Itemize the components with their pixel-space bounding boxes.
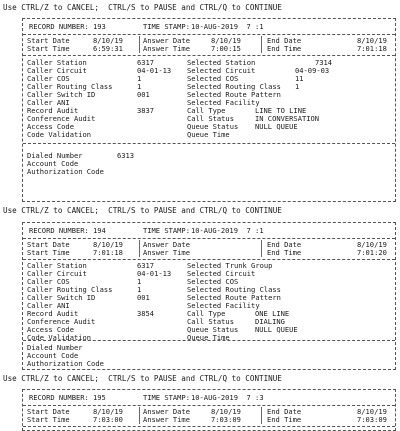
time-stamp-label: TIME STAMP: <box>143 393 190 402</box>
field-value: 6317 <box>137 261 155 270</box>
time-stamp-value: 10-AUG-2019 7 :3 <box>191 393 264 402</box>
end-time-label: End Time <box>267 44 302 53</box>
end-date-value: 8/10/19 <box>357 407 387 416</box>
continue-prompt: Use CTRL/Z to CANCEL; CTRL/S to PAUSE and CTRL/Q to CONTINUE <box>3 3 282 12</box>
field-label: Caller Switch ID <box>27 293 96 302</box>
record-times <box>23 239 395 260</box>
field-label: Selected Routing Class <box>187 82 281 91</box>
time-stamp-label: TIME STAMP: <box>143 22 190 31</box>
field-label: Selected Circuit <box>187 269 256 278</box>
column-divider <box>139 36 140 53</box>
dialed-number-label: Dialed Number <box>27 151 83 160</box>
field-value: 7314 <box>315 58 333 67</box>
continue-prompt: Use CTRL/Z to CANCEL; CTRL/S to PAUSE and CTRL/Q to CONTINUE <box>3 206 282 215</box>
field-label: Conference Audit <box>27 317 96 326</box>
field-label: Caller ANI <box>27 98 70 107</box>
start-time-value: 6:59:31 <box>93 44 123 53</box>
field-value: 11 <box>295 74 304 83</box>
field-label: Queue Time <box>187 333 230 342</box>
authorization-code-label: Authorization Code <box>27 359 104 368</box>
end-time-value: 7:01:18 <box>357 44 387 53</box>
field-label: Call Type <box>187 106 226 115</box>
record-times <box>23 35 395 56</box>
end-date-value: 8/10/19 <box>357 36 387 45</box>
authorization-code-label: Authorization Code <box>27 167 104 176</box>
end-date-label: End Date <box>267 407 302 416</box>
record-header <box>23 223 395 239</box>
record-times <box>23 406 395 427</box>
record-details <box>23 56 395 144</box>
answer-time-label: Answer Time <box>143 44 190 53</box>
time-stamp-value: 10-AUG-2019 7 :1 <box>191 22 264 31</box>
field-label: Caller Routing Class <box>27 285 113 294</box>
start-date-label: Start Date <box>27 240 70 249</box>
answer-time-label: Answer Time <box>143 248 190 257</box>
field-label: Conference Audit <box>27 114 96 123</box>
field-label: Queue Time <box>187 130 230 139</box>
end-time-value: 7:03:09 <box>357 415 387 424</box>
end-date-label: End Date <box>267 36 302 45</box>
field-label: Selected COS <box>187 74 239 83</box>
field-label: Call Status <box>187 114 234 123</box>
start-time-label: Start Time <box>27 44 70 53</box>
dialed-number-value: 6313 <box>117 151 135 160</box>
start-date-value: 8/10/19 <box>93 240 123 249</box>
field-value: ONE LINE <box>255 309 290 318</box>
field-value: IN CONVERSATION <box>255 114 320 123</box>
column-divider <box>139 240 140 257</box>
dialed-number-label: Dialed Number <box>27 343 83 352</box>
field-value: 3854 <box>137 309 155 318</box>
record-header <box>23 19 395 35</box>
start-date-label: Start Date <box>27 407 70 416</box>
field-label: Caller Routing Class <box>27 82 113 91</box>
field-label: Record Audit <box>27 309 79 318</box>
time-stamp-label: TIME STAMP: <box>143 226 190 235</box>
end-date-value: 8/10/19 <box>357 240 387 249</box>
field-value: 1 <box>137 82 142 91</box>
field-label: Caller Station <box>27 261 87 270</box>
column-divider <box>139 407 140 424</box>
column-divider <box>261 407 262 424</box>
start-time-value: 7:03:00 <box>93 415 123 424</box>
field-value: 1 <box>137 277 142 286</box>
field-label: Caller Circuit <box>27 269 87 278</box>
field-label: Selected Route Pattern <box>187 293 281 302</box>
field-label: Record Audit <box>27 106 79 115</box>
field-label: Access Code <box>27 325 74 334</box>
call-record <box>22 18 396 202</box>
answer-time-label: Answer Time <box>143 415 190 424</box>
field-label: Caller Switch ID <box>27 90 96 99</box>
field-label: Selected Trunk Group <box>187 261 273 270</box>
record-number-label: RECORD NUMBER: <box>29 226 89 235</box>
field-value: LINE TO LINE <box>255 106 307 115</box>
record-number-label: RECORD NUMBER: <box>29 22 89 31</box>
column-divider <box>261 240 262 257</box>
record-dialed <box>23 144 395 184</box>
call-record <box>22 389 396 431</box>
field-label: Queue Status <box>187 325 239 334</box>
field-label: Access Code <box>27 122 74 131</box>
field-label: Selected Circuit <box>187 66 256 75</box>
end-time-label: End Time <box>267 415 302 424</box>
field-label: Selected COS <box>187 277 239 286</box>
end-time-value: 7:01:20 <box>357 248 387 257</box>
field-label: Selected Station <box>187 58 256 67</box>
field-label: Code Validation <box>27 333 92 342</box>
field-label: Caller COS <box>27 74 70 83</box>
record-dialed <box>23 341 395 369</box>
field-label: Selected Routing Class <box>187 285 281 294</box>
field-value: 1 <box>137 74 142 83</box>
answer-date-label: Answer Date <box>143 36 190 45</box>
field-value: 04-01-13 <box>137 66 172 75</box>
answer-date-label: Answer Date <box>143 240 190 249</box>
field-value: 04-09-03 <box>295 66 330 75</box>
field-label: Call Type <box>187 309 226 318</box>
field-value: 1 <box>137 285 142 294</box>
account-code-label: Account Code <box>27 351 79 360</box>
field-value: DIALING <box>255 317 285 326</box>
start-time-label: Start Time <box>27 415 70 424</box>
record-details <box>23 260 395 341</box>
column-divider <box>261 36 262 53</box>
answer-time-value: 7:03:09 <box>211 415 241 424</box>
answer-time-value: 7:00:15 <box>211 44 241 53</box>
start-date-value: 8/10/19 <box>93 36 123 45</box>
field-value: NULL QUEUE <box>255 122 298 131</box>
field-label: Selected Route Pattern <box>187 90 281 99</box>
answer-date-value: 8/10/19 <box>211 407 241 416</box>
field-value: 6317 <box>137 58 155 67</box>
field-label: Caller Circuit <box>27 66 87 75</box>
start-date-value: 8/10/19 <box>93 407 123 416</box>
field-label: Caller ANI <box>27 301 70 310</box>
field-value: 04-01-13 <box>137 269 172 278</box>
record-number-label: RECORD NUMBER: <box>29 393 89 402</box>
record-number-value: 193 <box>93 22 106 31</box>
answer-date-value: 8/10/19 <box>211 36 241 45</box>
field-label: Queue Status <box>187 122 239 131</box>
start-time-value: 7:01:18 <box>93 248 123 257</box>
field-value: 3837 <box>137 106 155 115</box>
record-number-value: 195 <box>93 393 106 402</box>
field-label: Call Status <box>187 317 234 326</box>
record-header <box>23 390 395 406</box>
field-label: Selected Facility <box>187 98 260 107</box>
continue-prompt: Use CTRL/Z to CANCEL; CTRL/S to PAUSE and CTRL/Q to CONTINUE <box>3 374 282 383</box>
field-label: Caller Station <box>27 58 87 67</box>
field-label: Code Validation <box>27 130 92 139</box>
end-date-label: End Date <box>267 240 302 249</box>
start-time-label: Start Time <box>27 248 70 257</box>
end-time-label: End Time <box>267 248 302 257</box>
call-record <box>22 222 396 370</box>
start-date-label: Start Date <box>27 36 70 45</box>
field-label: Caller COS <box>27 277 70 286</box>
field-value: 001 <box>137 90 150 99</box>
time-stamp-value: 10-AUG-2019 7 :1 <box>191 226 264 235</box>
account-code-label: Account Code <box>27 159 79 168</box>
record-number-value: 194 <box>93 226 106 235</box>
field-value: 001 <box>137 293 150 302</box>
field-value: 1 <box>295 82 300 91</box>
field-value: NULL QUEUE <box>255 325 298 334</box>
field-label: Selected Facility <box>187 301 260 310</box>
answer-date-label: Answer Date <box>143 407 190 416</box>
